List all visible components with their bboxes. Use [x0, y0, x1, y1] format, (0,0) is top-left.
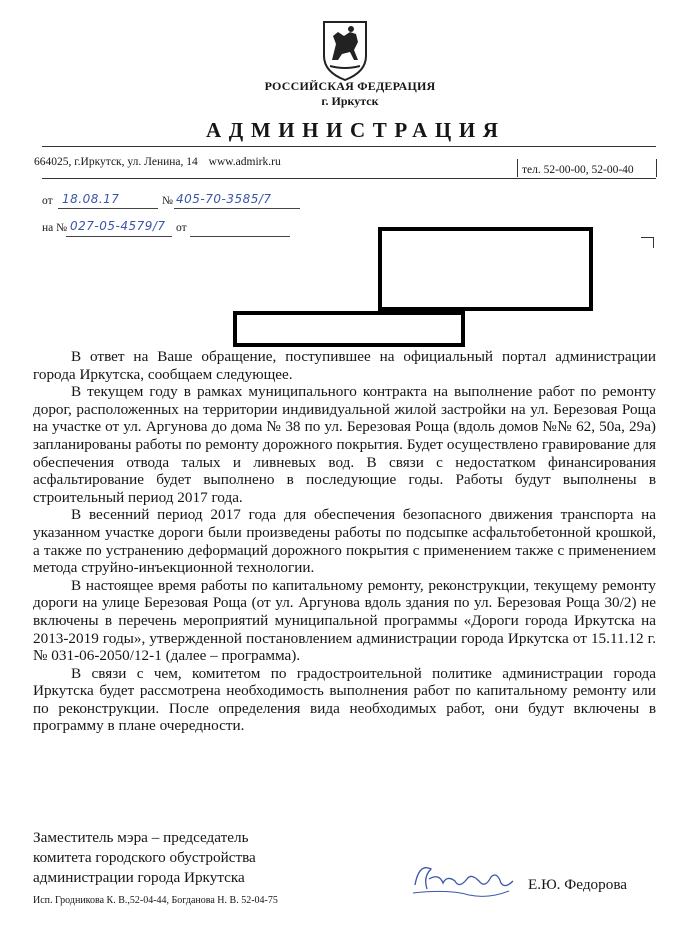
- letter-number: 405-70-3585/7: [176, 192, 272, 206]
- reply-number-underline: [66, 236, 172, 237]
- position-line: Заместитель мэра – председатель: [33, 829, 249, 846]
- website: www.admirk.ru: [208, 156, 281, 168]
- coat-of-arms-icon: [320, 20, 370, 82]
- paragraph: В связи с чем, комитетом по градостроительной политике администрации города Иркутска будет рассмотрена необходимость выполнения работ по капитальному ремонту или по реконструкции. После определения вида необходимых работ, они будут включены в программу в плане очередности.: [33, 664, 656, 735]
- address-line: [34, 156, 281, 168]
- header-rule-top: [42, 146, 656, 147]
- address: 664025, г.Иркутск, ул. Ленина, 14: [34, 156, 198, 168]
- reply-date-label: от: [176, 222, 187, 234]
- number-label: №: [162, 195, 173, 207]
- reply-number-label: на №: [42, 222, 68, 234]
- position-line: администрации города Иркутска: [33, 869, 245, 886]
- number-underline: [174, 208, 300, 209]
- letter-date: 18.08.17: [62, 192, 120, 206]
- reply-number: 027-05-4579/7: [70, 219, 166, 233]
- position-line: комитета городского обустройства: [33, 849, 256, 866]
- letter-body: [33, 348, 656, 735]
- redacted-addressee-line: [233, 311, 465, 347]
- header-divider: [517, 159, 518, 177]
- country-name: РОССИЙСКАЯ ФЕДЕРАЦИЯ: [264, 79, 436, 93]
- paragraph: В ответ на Ваше обращение, поступившее на официальный портал администрации города Иркутска, сообщаем следующее.: [33, 348, 656, 383]
- addressee-corner-mark: [641, 237, 654, 248]
- date-label: от: [42, 195, 53, 207]
- handwritten-signature: [409, 855, 519, 905]
- executors: Исп. Гродникова К. В.,52-04-44, Богданова Н. В. 52-04-75: [33, 895, 278, 906]
- date-underline: [58, 208, 158, 209]
- header-rule-bottom: [42, 178, 656, 179]
- paragraph: В текущем году в рамках муниципального контракта на выполнение работ по ремонту дорог, расположенных на территории индивидуальной жилой застройки на ул. Березовая Роща на участке от ул. Аргунова до дома № 38 по ул. Березовая Роща (вдоль домов №№ 62, 50а, 29а) запланированы работы по ремонту дорожного покрытия. Будет осуществлено гравирование для обеспечения отвода талых и ливневых вод. В связи с недостатком финансирования асфальтирование будет выполнено в последующие годы. Работы будут выполнены в строительный период 2017 года.: [33, 383, 656, 506]
- paragraph: В настоящее время работы по капитальному ремонту, реконструкции, текущему ремонту дороги на улице Березовая Роща (от ул. Аргунова вдоль здания по ул. Березовая Роща 30/2) не включены в перечень мероприятий муниципальной программы «Дороги города Иркутска на 2013-2019 годы», утвержденной постановлением администрации города Иркутска от 15.11.12 г. № 031-06-2050/12-1 (далее – программа).: [33, 576, 656, 665]
- organization-title: АДМИНИСТРАЦИЯ: [206, 118, 506, 142]
- header-divider-right: [656, 159, 657, 177]
- city-name: г. Иркутск: [321, 94, 379, 108]
- paragraph: В весенний период 2017 года для обеспечения безопасного движения транспорта на указанном участке дороги были произведены работы по подсыпке асфальтобетонной крошкой, а также по устранению деформаций дорожного покрытия с применением также с применением метода струйно-инъекционной технологии.: [33, 506, 656, 577]
- phones: тел. 52-00-00, 52-00-40: [522, 164, 634, 176]
- signatory-name: Е.Ю. Федорова: [528, 876, 628, 893]
- reply-date-underline: [190, 236, 290, 237]
- redacted-addressee: [378, 227, 593, 311]
- signatory-position: [33, 828, 256, 888]
